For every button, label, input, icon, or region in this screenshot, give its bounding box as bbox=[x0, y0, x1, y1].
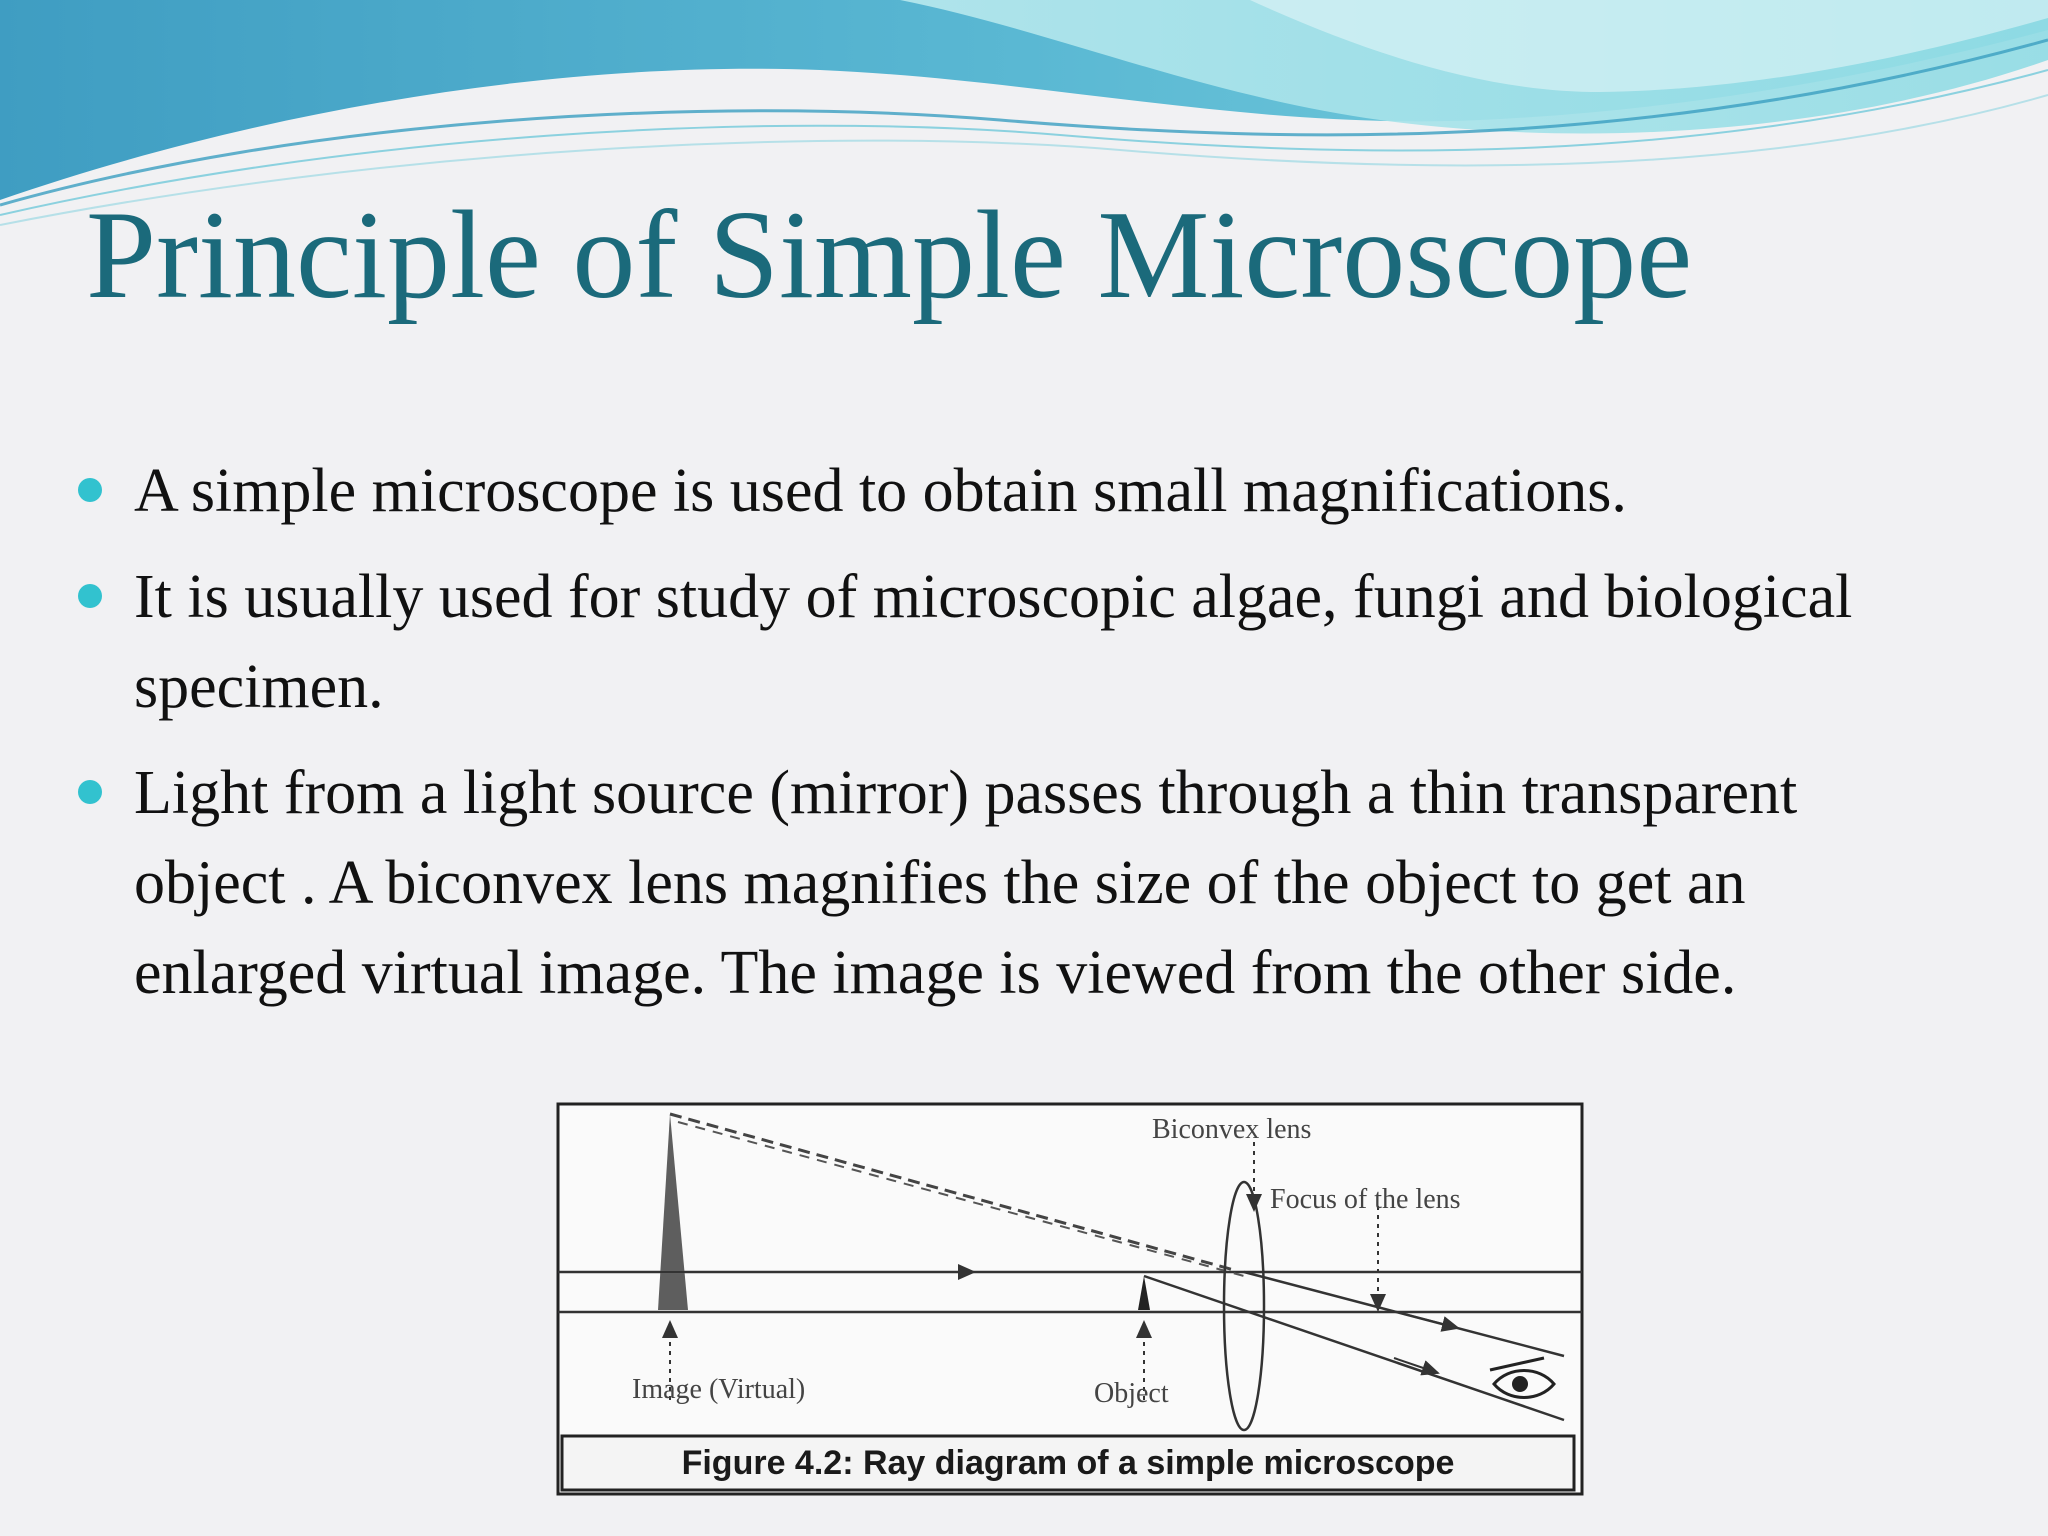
bullet-dot-icon bbox=[78, 478, 102, 502]
bullet-text: Light from a light source (mirror) passes through a thin transparent object . A biconvex lens magnifies the size of the object to get an enlarged virtual image. The image is viewed from the other side. bbox=[134, 759, 1798, 1007]
bullet-item bbox=[74, 552, 1934, 732]
slide-title: Principle of Simple Microscope bbox=[86, 186, 1693, 325]
bullet-text: A simple microscope is used to obtain small magnifications. bbox=[134, 457, 1627, 525]
label-focus: Focus of the lens bbox=[1270, 1184, 1461, 1215]
bullet-item bbox=[74, 748, 1934, 1018]
bullet-dot-icon bbox=[78, 584, 102, 608]
label-object: Object bbox=[1094, 1378, 1169, 1409]
bullet-item bbox=[74, 446, 1934, 536]
label-virtual-image: Image (Virtual) bbox=[632, 1374, 806, 1405]
bullet-dot-icon bbox=[78, 780, 102, 804]
bullet-list bbox=[74, 446, 1934, 1034]
label-biconvex-lens: Biconvex lens bbox=[1152, 1114, 1312, 1145]
bullet-text: It is usually used for study of microscopic algae, fungi and biological specimen. bbox=[134, 563, 1853, 721]
ray-diagram-figure bbox=[554, 1100, 1586, 1498]
figure-caption: Figure 4.2: Ray diagram of a simple microscope bbox=[681, 1443, 1455, 1482]
